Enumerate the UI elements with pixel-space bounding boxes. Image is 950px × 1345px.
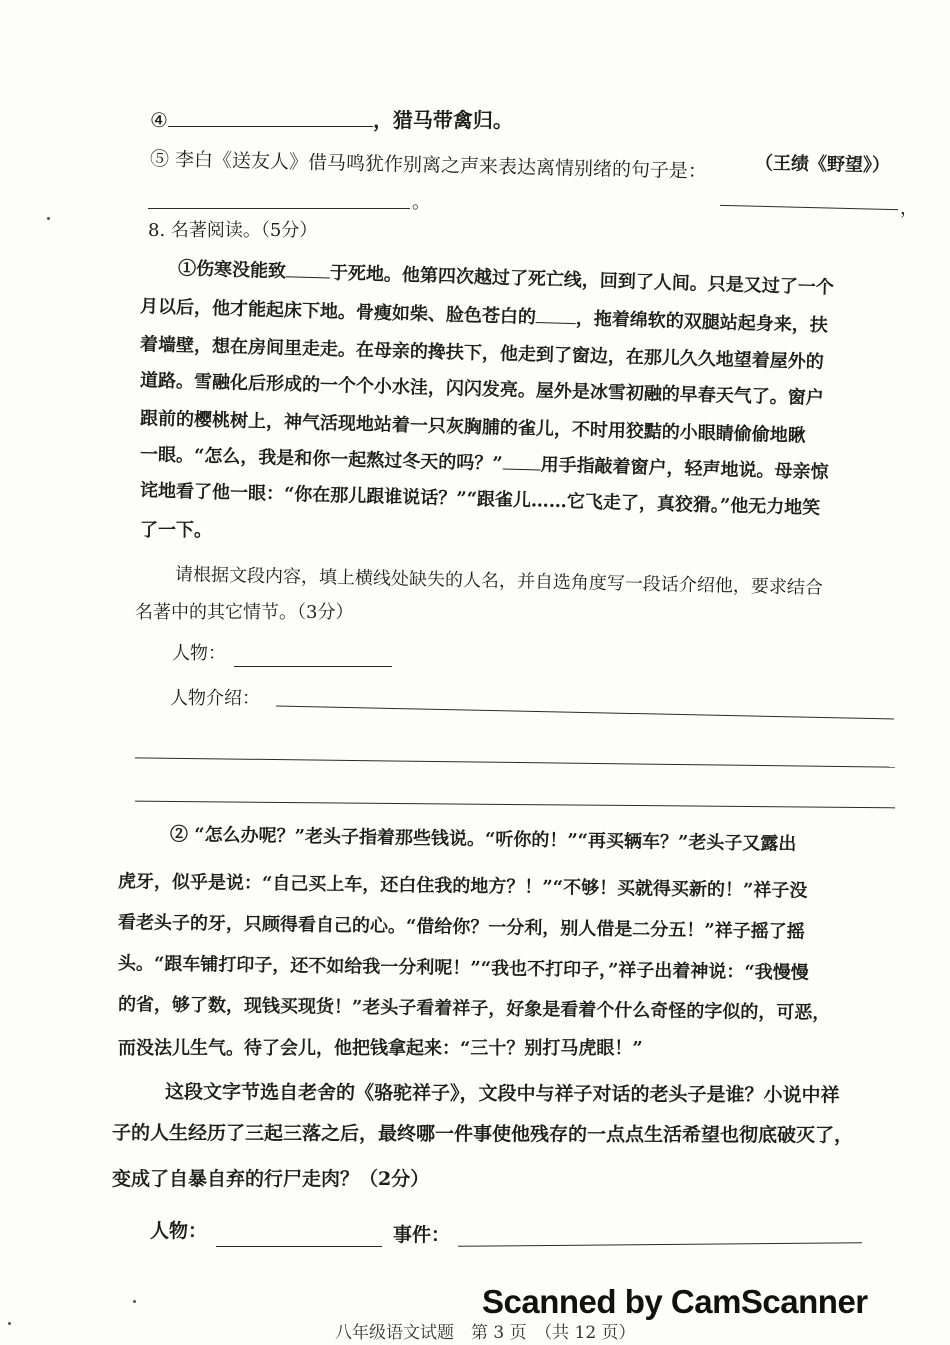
answer-blank[interactable] [168,125,373,127]
scan-speck [133,1300,136,1303]
p2-question-3: 变成了自暴自弃的行尸走肉？（2分） [112,1168,430,1190]
scan-speck [8,1322,11,1325]
p2-question-1: 这段文字节选自老舍的《骆驼祥子》，文段中与祥子对话的老头子是谁？小说中祥 [164,1081,840,1107]
intro-answer-line-2[interactable] [135,757,895,767]
p1-line2 [140,298,828,335]
text: 于死地。他第四次越过了死亡线，回到了人间。只是又过了一个 [329,262,835,299]
p1-line3: 着墙壁，想在房间里走走。在母亲的搀扶下，他走到了窗边，在那儿久久地望着屋外的 [139,334,825,373]
text: ①伤寒没能致 [177,258,287,283]
p2-line5: 的省，够了数，现钱买现货！”老头子看着祥子，好象是看着个什么奇怪的字似的，可恶， [117,994,831,1024]
item-number: ⑤ [149,148,170,171]
answer-line-1[interactable] [148,208,410,209]
p1-line5: 跟前的樱桃树上，神气活现地站着一只灰胸脯的雀儿，不时用狡黠的小眼睛偷偷地瞅 [139,408,807,447]
scan-speck [47,217,50,220]
p1-line6 [140,446,829,482]
char-answer-line-1[interactable] [234,666,392,667]
p2-line4: 头。“跟车铺打印子，还不如给我一分利呢！”“我也不打印子，”祥子出着神说：“我慢慢 [117,953,809,984]
camscanner-watermark: Scanned by CamScanner [482,1283,868,1320]
name-blank[interactable] [502,467,540,470]
item-text: ，猎马带禽归。 [372,108,513,132]
q8-heading: 8. 名著阅读。（5分） [148,220,318,241]
char-answer-line-2[interactable] [216,1246,382,1247]
p2-line6: 而没法儿生气。待了会儿，他把钱拿起来：“三十？别打马虎眼！” [118,1038,643,1059]
name-blank[interactable] [286,275,330,278]
intro-answer-line-1[interactable] [276,706,894,720]
intro-label: 人物介绍： [170,688,260,709]
punct-comma: ， [900,198,918,219]
p1-line7: 诧地看了他一眼：“你在那儿跟谁说话？”“跟雀儿……它飞走了，真狡猾。”他无力地笑 [139,480,821,519]
text: ，拖着绵软的双腿站起身来，扶 [575,308,829,337]
p1-line1 [178,260,834,297]
answer-line-2[interactable] [720,205,898,210]
p1-instruction-1: 请根据文段内容，填上横线处缺失的人名，并自选角度写一段话介绍他，要求结合 [174,564,824,599]
intro-answer-line-3[interactable] [135,801,895,809]
item-number: ④ [150,108,168,132]
p2-line3: 看老头子的牙，只顾得看自己的心。“借给你？一分利，别人借是二分五！”祥子摇了摇 [117,912,805,943]
p2-question-2: 子的人生经历了三起三落之后，最终哪一件事使他残存的一点点生活希望也彻底破灭了， [111,1122,854,1147]
p1-instruction-2: 名著中的其它情节。（3分） [135,602,354,623]
text: 用手指敲着窗户，轻声地说。母亲惊 [540,454,829,484]
name-blank[interactable] [536,321,576,324]
event-answer-line[interactable] [458,1242,862,1247]
p1-line4: 道路。雪融化后形成的一个个小水洼，闪闪发亮。屋外是冰雪初融的早春天气了。窗户 [139,370,825,409]
p2-line1: ② “怎么办呢？”老头子指着那些钱说。“听你的！”“再买辆车？”老头子又露出 [169,824,797,855]
p1-line8: 了一下。 [140,520,212,541]
char-label-1: 人物： [172,643,226,664]
text: 月以后，他才能起床下地。骨瘦如柴、脸色苍白的 [139,296,537,329]
q7-item4-source: （王绩《野望》） [754,152,891,177]
q7-item4 [150,110,513,130]
p2-line2: 虎牙，似乎是说：“自己买上车，还白住我的地方？！”“不够！买就得买新的！”祥子没 [117,871,808,902]
page-footer: 八年级语文试题 第 3 页 （共 12 页） [335,1323,636,1343]
text: 一眼。“怎么，我是和你一起熬过冬天的吗？” [139,444,503,475]
event-label: 事件： [393,1224,451,1246]
q7-item5 [150,150,707,182]
punct-end: 。 [412,192,430,213]
char-label-2: 人物： [150,1220,208,1242]
item-text: 李白《送友人》借马鸣犹作别离之声来表达离情别绪的句子是： [174,148,708,183]
